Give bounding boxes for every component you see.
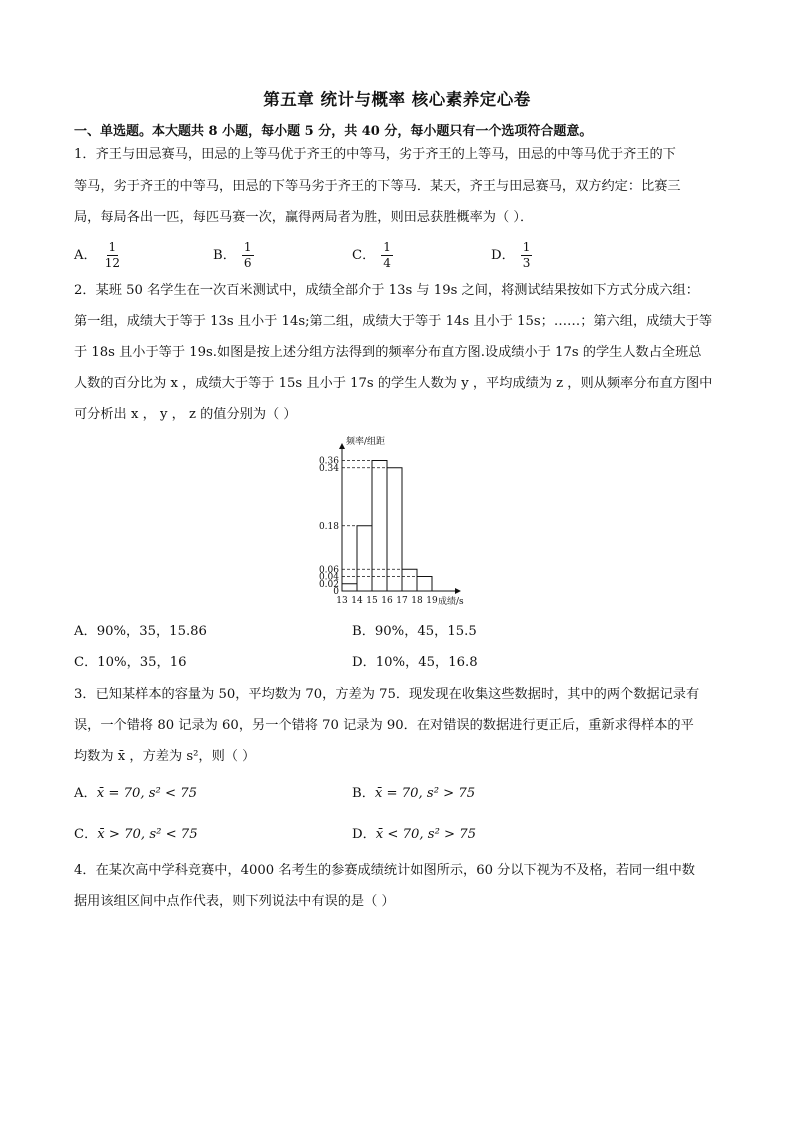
y-tick-label: 0.34 (318, 463, 339, 474)
frequency-histogram (300, 432, 490, 612)
option-label: B． (352, 624, 375, 639)
option-text: x̄ > 70, s² < 75 (97, 827, 198, 842)
q4-line-1: 4．在某次高中学科竞赛中，4000 名考生的参赛成绩统计如图所示，60 分以下视为不及格，若同一组中数 (74, 863, 695, 878)
histogram-bar-16-17 (387, 468, 402, 591)
y-tick-label: 0.18 (318, 521, 339, 532)
histogram-bar-17-18 (402, 569, 417, 591)
q1-option-b (213, 240, 254, 271)
q1-line-2: 等马，劣于齐王的中等马，田忌的下等马劣于齐王的下等马．某天，齐王与田忌赛马，双方约定：比赛三 (74, 179, 681, 194)
x-tick-label: 17 (396, 596, 408, 606)
option-label: D． (352, 655, 376, 670)
q2-option-d (352, 653, 478, 673)
fraction: $\frac{1}{3}$ (522, 240, 531, 270)
q2-line-4: 人数的百分比为 x ，成绩大于等于 15s 且小于 17s 的学生人数为 y ，平均成绩为 z ，则从频率分布直方图中 (74, 376, 713, 391)
q3-option-b (352, 784, 475, 804)
q1-line-3: 局，每局各出一匹，每匹马赛一次，赢得两局者为胜，则田忌获胜概率为（ ）． (74, 210, 534, 225)
q3-option-c (74, 825, 198, 845)
x-tick-label: 19 (426, 596, 438, 606)
option-text: 10%，45，16.8 (375, 655, 478, 670)
option-text: x̄ < 70, s² > 75 (375, 827, 477, 842)
option-label: C． (74, 827, 98, 842)
option-label: D． (491, 248, 515, 263)
q2-line-2: 第一组，成绩大于等于 13s 且小于 14s;第二组，成绩大于等于 14s 且小于 15s；……；第六组，成绩大于等 (74, 314, 713, 329)
q3-line-1: 3．已知某样本的容量为 50，平均数为 70，方差为 75．现发现在收集这些数据时，其中的两个数据记录有 (74, 687, 700, 702)
option-text: 90%，45，15.5 (374, 624, 477, 639)
q2-line-1: 2．某班 50 名学生在一次百米测试中，成绩全部介于 13s 与 19s 之间，将测试结果按如下方式分成六组： (74, 283, 699, 298)
q3-option-a (74, 784, 197, 804)
q2-option-b (352, 622, 477, 642)
option-text: x̄ = 70, s² < 75 (96, 786, 198, 801)
histogram-bar-13-14 (342, 584, 357, 591)
y-tick-label: 0.02 (318, 579, 339, 590)
section-heading: 一、单选题。本大题共 8 小题，每小题 5 分，共 40 分，每小题只有一个选项符合题意。 (74, 124, 593, 139)
option-label: D． (352, 827, 376, 842)
histogram-bar-15-16 (372, 461, 387, 592)
x-tick-label: 14 (351, 596, 363, 606)
option-text: 10%，35，16 (97, 655, 187, 670)
y-axis-label: 频率/组距 (346, 437, 386, 447)
y-tick-label: 0 (333, 587, 339, 597)
q3-line-3: 均数为 x̄ ，方差为 s²，则（ ） (74, 749, 256, 764)
option-label: A． (74, 786, 97, 801)
histogram-bar-14-15 (357, 526, 372, 591)
q4-line-2: 据用该组区间中点作代表，则下列说法中有误的是（ ） (74, 894, 395, 909)
option-text: x̄ = 70, s² > 75 (374, 786, 476, 801)
option-label: C． (352, 248, 376, 263)
x-tick-label: 18 (411, 596, 423, 606)
q1-line-1: 1．齐王与田忌赛马，田忌的上等马优于齐王的中等马，劣于齐王的上等马，田忌的中等马优于齐王的下 (74, 147, 676, 162)
q2-line-3: 于 18s 且小于等于 19s.如图是按上述分组方法得到的频率分布直方图.设成绩小于 17s 的学生人数占全班总 (74, 345, 702, 360)
page-title: 第五章 统计与概率 核心素养定心卷 (263, 90, 531, 109)
y-tick-label: 0.04 (318, 572, 339, 583)
q1-option-a (74, 240, 122, 271)
option-label: B． (213, 248, 236, 263)
fraction: $\frac{1}{12}$ (104, 240, 120, 270)
y-tick-label: 0.36 (318, 456, 339, 467)
option-label: B． (352, 786, 375, 801)
option-label: C． (74, 655, 98, 670)
x-axis-label: 成绩/s (438, 597, 464, 607)
fraction: $\frac{1}{6}$ (243, 240, 252, 270)
x-tick-label: 16 (381, 596, 393, 606)
q1-option-c (352, 240, 393, 271)
q2-option-c (74, 653, 187, 673)
option-label: A． (74, 248, 97, 263)
x-tick-label: 13 (336, 596, 348, 606)
histogram-bar-18-19 (417, 577, 432, 592)
option-text: 90%，35，15.86 (96, 624, 207, 639)
q1-option-d (491, 240, 532, 271)
x-tick-label: 15 (366, 596, 378, 606)
option-label: A． (74, 624, 97, 639)
q2-line-5: 可分析出 x ， y ， z 的值分别为（ ） (74, 407, 297, 422)
y-tick-label: 0.06 (318, 565, 339, 576)
q2-option-a (74, 622, 207, 642)
fraction: $\frac{1}{4}$ (383, 240, 391, 270)
q3-line-2: 误，一个错将 80 记录为 60，另一个错将 70 记录为 90．在对错误的数据进行更正后，重新求得样本的平 (74, 718, 694, 733)
q3-option-d (352, 825, 476, 845)
